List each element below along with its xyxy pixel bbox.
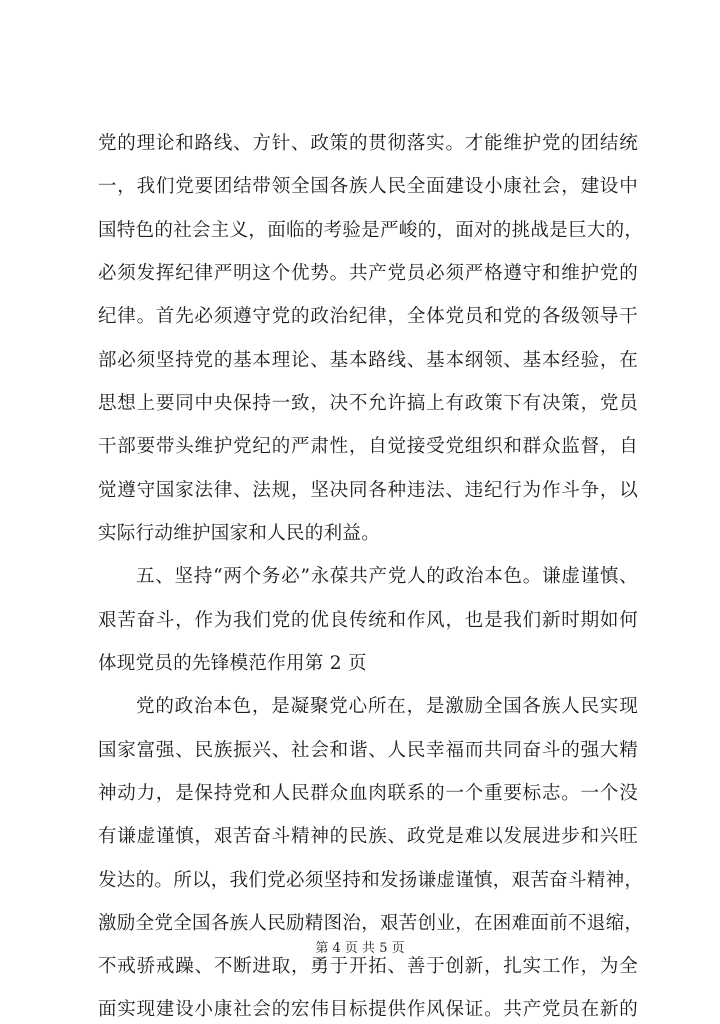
text-line: 实际行动维护国家和人民的利益。: [98, 523, 381, 544]
page-number-footer: 第 4 页 共 5 页: [315, 941, 405, 956]
section-heading-line: 五、坚持“两个务必”永葆共产党人的政治本色。谦虚谨慎、: [136, 566, 638, 587]
text-line: 发达的。所以，我们党必须坚持和发扬谦虚谨慎，艰苦奋斗精神，: [98, 870, 644, 891]
text-line: 干部要带头维护党纪的严肃性，自觉接受党组织和群众监督，自: [98, 436, 638, 457]
text-line: 国特色的社会主义，面临的考验是严峻的，面对的挑战是巨大的，: [98, 220, 644, 241]
text-line: 体现党员的先锋模范作用第 2 页: [98, 653, 367, 674]
text-line: 觉遵守国家法律、法规，坚决同各种违法、违纪行为作斗争，以: [98, 480, 638, 501]
text-line: 一，我们党要团结带领全国各族人民全面建设小康社会，建设中: [98, 176, 638, 197]
text-line: 国家富强、民族振兴、社会和谐、人民幸福而共同奋斗的强大精: [98, 740, 638, 761]
text-line: 部必须坚持党的基本理论、基本路线、基本纲领、基本经验，在: [98, 350, 638, 371]
text-line: 激励全党全国各族人民励精图治，艰苦创业，在困难面前不退缩，: [98, 913, 644, 934]
text-line: 有谦虚谨慎，艰苦奋斗精神的民族、政党是难以发展进步和兴旺: [98, 826, 638, 847]
text-line: 纪律。首先必须遵守党的政治纪律，全体党员和党的各级领导干: [98, 306, 638, 327]
text-line: 艰苦奋斗，作为我们党的优良传统和作风，也是我们新时期如何: [98, 610, 638, 631]
text-line: 党的理论和路线、方针、政策的贯彻落实。才能维护党的团结统: [98, 133, 638, 154]
text-line: 神动力，是保持党和人民群众血肉联系的一个重要标志。一个没: [98, 783, 638, 804]
text-line: 面实现建设小康社会的宏伟目标提供作风保证。共产党员在新的: [98, 999, 638, 1020]
paragraph-first-line: 党的政治本色，是凝聚党心所在，是激励全国各族人民实现: [136, 696, 638, 717]
text-line: 不戒骄戒躁、不断进取，勇于开拓、善于创新，扎实工作，为全: [98, 956, 638, 977]
text-line: 必须发挥纪律严明这个优势。共产党员必须严格遵守和维护党的: [98, 263, 638, 284]
text-line: 思想上要同中央保持一致，决不允许搞上有政策下有决策，党员: [98, 393, 638, 414]
